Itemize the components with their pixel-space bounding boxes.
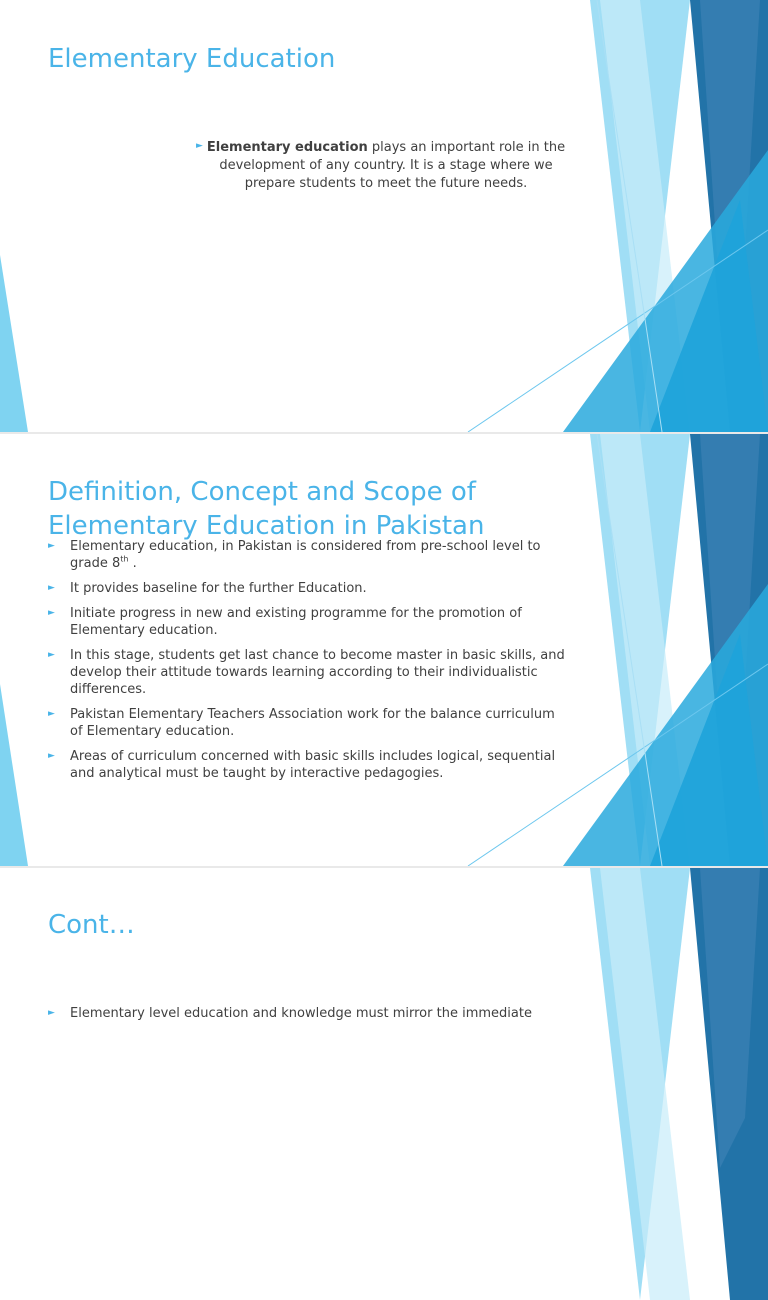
bullet-tail: . [128, 556, 137, 571]
bullet-superscript: th [120, 554, 129, 564]
bullet-text: Pakistan Elementary Teachers Association work for the balance curriculum of Elementary education. [70, 707, 555, 739]
slide-title: Definition, Concept and Scope of Elementary Education in Pakistan [48, 477, 485, 541]
bullet-text: Elementary education, in Pakistan is considered from pre-school level to grade 8 [70, 539, 541, 571]
bullet-item [48, 748, 568, 782]
bullet-text: It provides baseline for the further Education. [70, 581, 367, 596]
bullet-item [48, 1005, 568, 1022]
left-accent-shape [0, 255, 28, 432]
bullet-text: Areas of curriculum concerned with basic skills includes logical, sequential and analytical must be taught by interactive pedagogies. [70, 749, 556, 781]
left-accent-shape [0, 684, 28, 866]
bullet-text: Initiate progress in new and existing programme for the promotion of Elementary education. [70, 606, 522, 638]
slide-title: Elementary Education [48, 44, 336, 74]
bullet-list [48, 538, 568, 790]
bullet-arrow-icon: ► [48, 1008, 55, 1018]
bullet-item [48, 706, 568, 740]
bullet-arrow-icon: ► [48, 709, 55, 719]
bullet-arrow-icon: ► [48, 583, 55, 593]
bullet-arrow-icon: ► [48, 650, 55, 660]
bullet-text: plays an important role in the development of any country. It is a stage where we prepare students to meet the future needs. [219, 140, 566, 191]
bullet-bold-text: Elementary education [206, 140, 368, 155]
slide-2 [0, 434, 768, 866]
slide-1 [0, 0, 768, 432]
bullet-list [196, 139, 576, 193]
slide-title: Cont… [48, 910, 135, 940]
bullet-item [48, 580, 568, 597]
bullet-arrow-icon: ► [48, 541, 55, 551]
bullet-list [48, 1005, 568, 1030]
bullet-text: In this stage, students get last chance to become master in basic skills, and develop their attitude towards learning according to their individualistic differences. [70, 648, 565, 697]
slide-3 [0, 868, 768, 1300]
bullet-item [48, 538, 568, 572]
bullet-item [48, 647, 568, 698]
bullet-text: Elementary level education and knowledge must mirror the immediate [70, 1006, 532, 1021]
bullet-item [48, 605, 568, 639]
bullet-item [196, 139, 576, 193]
bullet-arrow-icon: ► [196, 141, 203, 151]
bullet-arrow-icon: ► [48, 608, 55, 618]
bullet-arrow-icon: ► [48, 751, 55, 761]
